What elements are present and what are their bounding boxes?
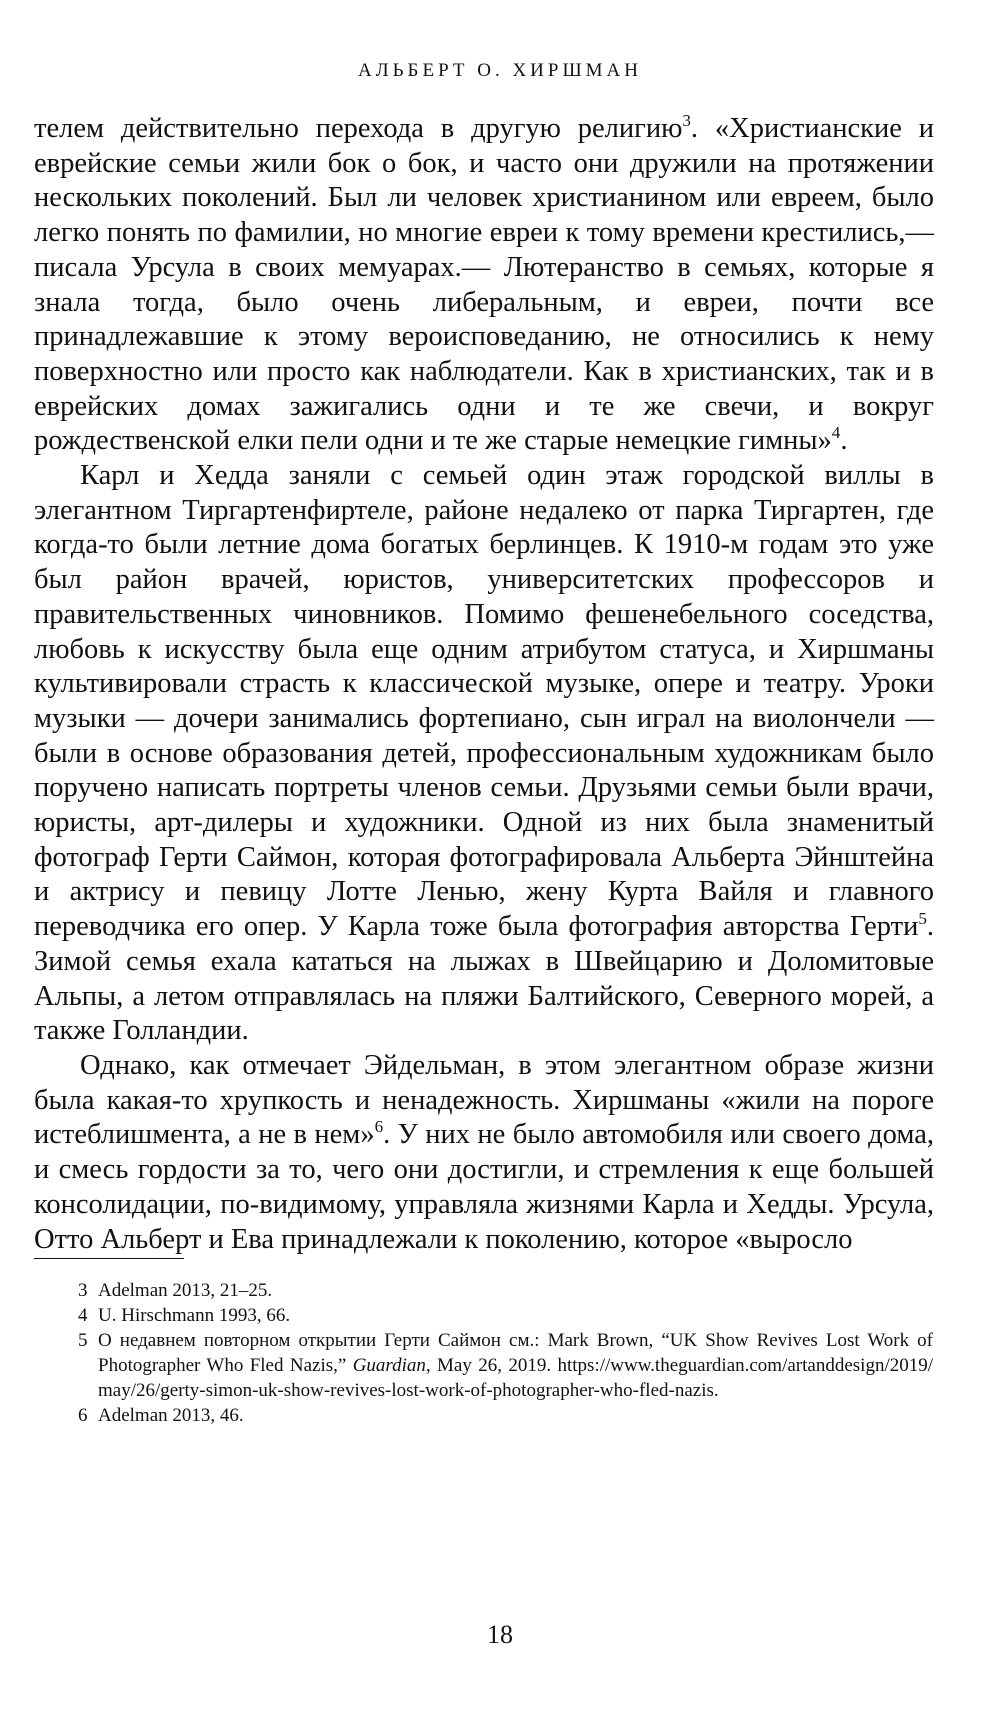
footnote-separator	[34, 1258, 184, 1259]
footnote-text: О недавнем повторном открытии Герти Саймон см.: Mark Brown, “UK Show Revives Lost Work of Photographer Who Fled Nazis,”	[98, 1330, 933, 1376]
footnote-ref-5[interactable]: 5	[918, 909, 927, 929]
body-text	[34, 112, 934, 1257]
footnote-text: , May 26, 2019.	[425, 1355, 558, 1376]
paragraph-text: . Зимой семья ехала кататься на лыжах в Швейцарию и Доломитовые Альпы, а летом отправлялась на пляжи Балтийского, Северного морей, а также Голландии.	[34, 911, 934, 1047]
paragraph-text: Карл и Хедда заняли с семьей один этаж городской виллы в элегантном Тиргартенфиртеле, районе недалеко от парка Тиргартен, где когда-то были летние дома богатых берлинцев. К 1910-м годам это уже был район врачей, юристов, университетских профессоров и правительственных чиновников. Помимо фешенебельного соседства, любовь к искусству была еще одним атрибутом статуса, и Хиршманы культивировали страсть к классической музыке, опере и театру. Уроки музыки — дочери занимались фортепиано, сын играл на виолончели — были в основе образования детей, профессиональным художникам было поручено написать портреты членов семьи. Друзьями семьи были врачи, юристы, арт-дилеры и художники. Одной из них была знаменитый фотограф Герти Саймон, которая фотографировала Альберта Эйнштейна и актрису и певицу Лотте Ленью, жену Курта Вайля и главного переводчика его опер. У Карла тоже была фотография авторства Герти	[34, 460, 934, 943]
footnote-text: Adelman 2013, 21–25.	[98, 1280, 273, 1301]
paragraph-text: телем действительно перехода в другую религию	[34, 113, 683, 144]
footnote-4	[78, 1303, 933, 1328]
footnote-5	[78, 1328, 933, 1403]
footnote-publication: Guardian	[352, 1355, 426, 1376]
footnotes	[78, 1278, 933, 1428]
paragraph-text: .	[840, 425, 848, 457]
paragraph-text: . У них не было автомобиля или своего дома, и смесь гордости за то, чего они достигли, и стремления к еще большей консолидации, по-видимому, управляла жизнями Карла и Хедды. Урсула, Отто Альберт и Ева принадлежали к поколению, которое «выросло	[34, 1119, 934, 1255]
paragraph-3	[34, 1049, 934, 1257]
footnote-ref-4[interactable]: 4	[831, 423, 841, 443]
paragraph-1	[34, 112, 934, 459]
footnote-6	[78, 1403, 933, 1428]
footnote-3	[78, 1278, 933, 1303]
running-head: АЛЬБЕРТ О. ХИРШМАН	[358, 60, 642, 81]
footnote-text: U. Hirschmann 1993, 66.	[98, 1305, 291, 1326]
page-number: 18	[487, 1620, 513, 1649]
footnote-url-link[interactable]: https://www.theguardian.com/artanddesign/2019/may/26/gerty-simon-uk-show-revives-lost-work-of-photographer-who-fled-nazis.	[98, 1355, 933, 1401]
footnote-text: Adelman 2013, 46.	[98, 1405, 244, 1426]
footnote-number: 5	[78, 1330, 88, 1351]
footnote-ref-6[interactable]: 6	[374, 1117, 384, 1137]
paragraph-text: Однако, как отмечает Эйдельман, в этом элегантном образе жизни была какая-то хрупкость и ненадежность. Хиршманы «жили на пороге истеблишмента, а не в нем»	[34, 1049, 934, 1151]
paragraph-2	[34, 459, 934, 1049]
footnote-number: 6	[78, 1405, 88, 1426]
footnote-number: 4	[78, 1305, 88, 1326]
paragraph-text: . «Христианские и еврейские семьи жили бок о бок, и часто они дружили на протяжении нескольких поколений. Был ли человек христианином или евреем, было легко понять по фамилии, но многие евреи к тому времени крестились,— писала Урсула в своих мемуарах.— Лютеранство в семьях, которые я знала тогда, было очень либеральным, и евреи, почти все принадлежавшие к этому вероисповеданию, не относились к нему поверхностно или просто как наблюдатели. Как в христианских, так и в еврейских домах зажигались одни и те же свечи, и вокруг рождественской елки пели одни и те же старые немецкие гимны»	[34, 113, 934, 457]
footnote-number: 3	[78, 1280, 88, 1301]
footnote-ref-3[interactable]: 3	[682, 110, 691, 130]
